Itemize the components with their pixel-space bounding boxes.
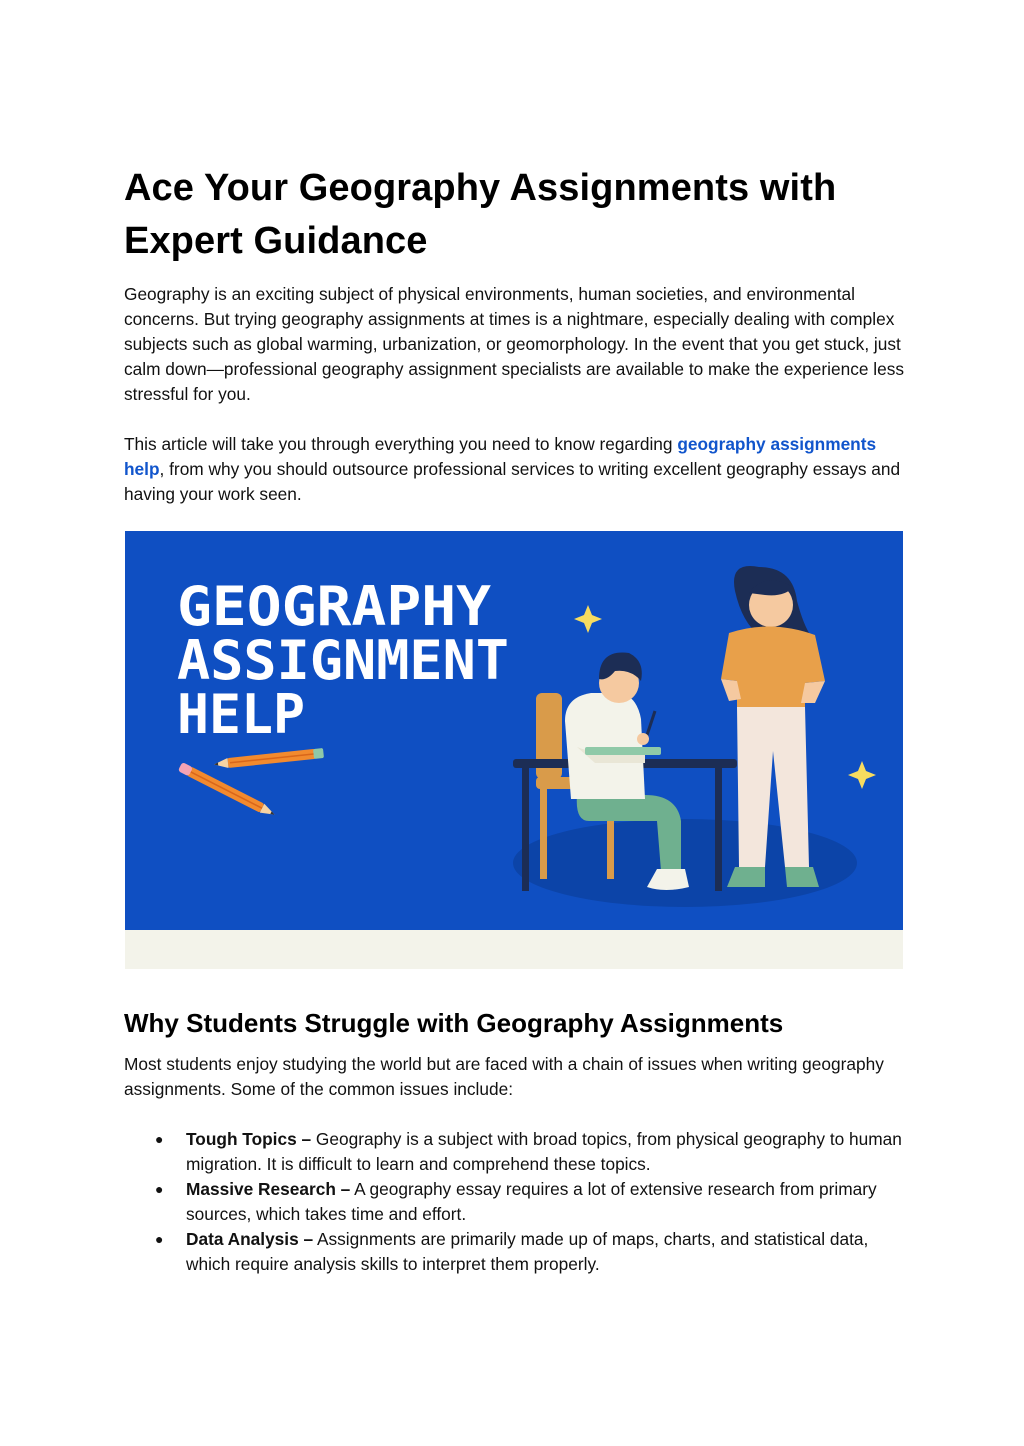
page-title: Ace Your Geography Assignments with Expert Guidance <box>124 167 837 262</box>
paragraph-gap <box>124 407 904 432</box>
list-item <box>124 1127 904 1177</box>
section-body <box>124 1052 904 1277</box>
banner-line-help: HELP <box>177 683 305 746</box>
list-item-text: Assignments are primarily made up of maps, charts, and statistical data, which require analysis skills to interpret them properly. <box>186 1229 869 1274</box>
overview-paragraph <box>124 432 904 507</box>
list-item-term: Tough Topics – <box>186 1129 312 1149</box>
bullet-icon: ● <box>155 1131 164 1147</box>
banner-image <box>125 531 903 969</box>
list-item-term: Massive Research – <box>186 1179 351 1199</box>
section-heading: Why Students Struggle with Geography Assignments <box>124 1008 784 1038</box>
list-item <box>124 1227 904 1277</box>
list-item-text: Geography is a subject with broad topics, from physical geography to human migration. It is difficult to learn and comprehend these topics. <box>186 1129 902 1174</box>
geography-help-link[interactable]: geography assignments help <box>124 434 877 479</box>
section-intro: Most students enjoy studying the world but are faced with a chain of issues when writing geography assignments. Some of the common issues include: <box>124 1054 884 1099</box>
banner-line-geography: GEOGRAPHY <box>177 575 492 638</box>
bullet-icon: ● <box>155 1231 164 1247</box>
article-body <box>124 162 904 507</box>
notebook <box>585 747 661 755</box>
overview-text-start: This article will take you through everything you need to know regarding <box>124 434 678 454</box>
intro-paragraph: Geography is an exciting subject of physical environments, human societies, and environmental concerns. But trying geography assignments at times is a nightmare, especially dealing with complex subjects such as global warming, urbanization, or geomorphology. In the event that you get stuck, just calm down—professional geography assignment specialists are available to make the experience less stressful for you. <box>124 284 904 404</box>
overview-text-end: , from why you should outsource professional services to writing excellent geography essays and having your work seen. <box>124 459 901 504</box>
banner-footer-strip <box>125 930 903 969</box>
banner-illustration <box>125 531 903 969</box>
list-item-text: A geography essay requires a lot of extensive research from primary sources, which takes time and effort. <box>186 1179 877 1224</box>
issues-list <box>124 1127 904 1277</box>
banner-line-assignment: ASSIGNMENT <box>177 629 509 692</box>
list-item-term: Data Analysis – <box>186 1229 314 1249</box>
list-item <box>124 1177 904 1227</box>
bullet-icon: ● <box>155 1181 164 1197</box>
